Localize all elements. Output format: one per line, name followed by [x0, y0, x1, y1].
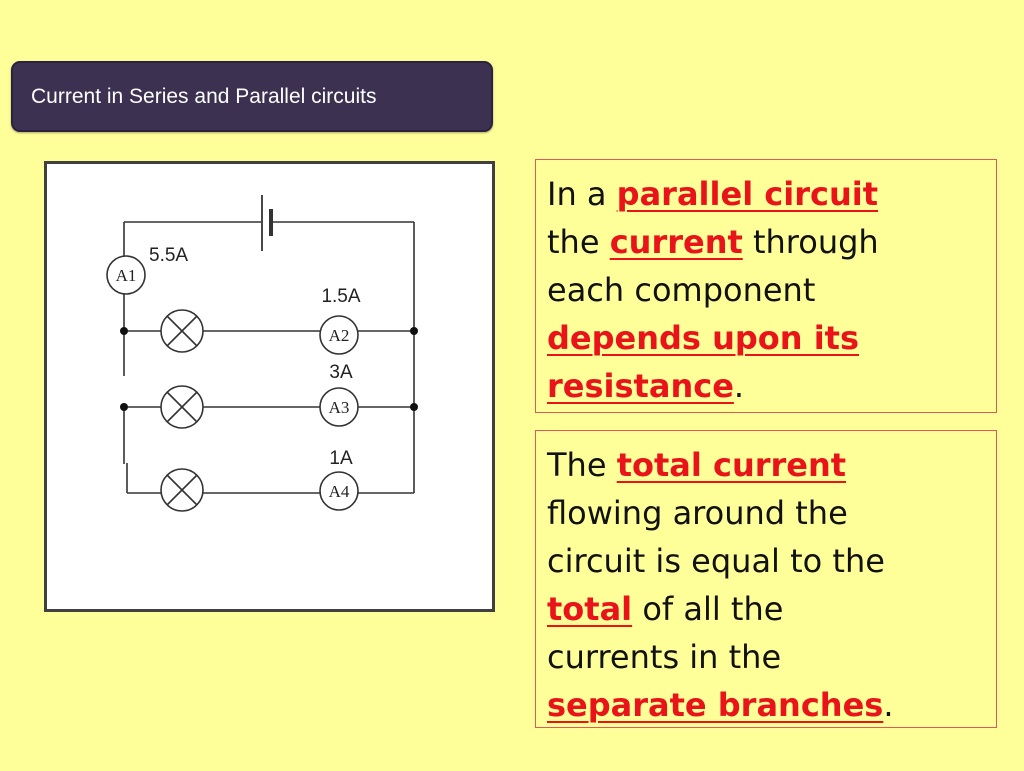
junction-node — [120, 327, 128, 335]
explanation-line — [547, 681, 996, 729]
parallel-circuit-explanation — [535, 159, 997, 413]
text-run: the — [547, 223, 610, 261]
text-run: . — [733, 367, 745, 405]
ammeter-a1-label: A1 — [115, 266, 137, 285]
explanation-line: circuit is equal to the — [547, 542, 885, 580]
explanation-line — [547, 441, 996, 489]
total-current-explanation — [535, 430, 997, 728]
ammeter-a3-icon — [320, 388, 358, 426]
text-run: The — [547, 446, 617, 484]
text-run: of all the — [632, 590, 784, 628]
explanation-line: currents in the — [547, 638, 782, 676]
explanation-line — [547, 218, 996, 266]
text-run: through — [742, 223, 879, 261]
slide-title: Current in Series and Parallel circuits — [31, 84, 377, 108]
junction-node — [120, 403, 128, 411]
branch-3 — [127, 469, 414, 511]
ammeter-a2-label: A2 — [328, 326, 350, 345]
junction-node — [410, 327, 418, 335]
highlight-term: separate branches — [547, 686, 884, 724]
explanation-line: each component — [547, 271, 816, 309]
ammeter-a4-reading: 1A — [329, 448, 353, 469]
lamp-2-icon — [161, 386, 203, 428]
explanation-line — [547, 170, 996, 218]
highlight-term: total — [547, 590, 633, 628]
lamp-1-icon — [161, 310, 203, 352]
text-run: In a — [547, 175, 617, 213]
ammeter-a3-reading: 3A — [329, 362, 353, 383]
ammeter-a1-reading: 5.5A — [149, 245, 189, 266]
explanation-line: flowing around the — [547, 494, 848, 532]
highlight-term: current — [609, 223, 743, 261]
circuit-diagram — [44, 161, 495, 612]
ammeter-a2-reading: 1.5A — [321, 286, 361, 307]
explanation-line — [547, 314, 996, 362]
lamp-3-icon — [161, 469, 203, 511]
ammeter-a2-icon — [320, 316, 358, 354]
branch-2 — [120, 386, 418, 428]
text-run: . — [883, 686, 894, 724]
ammeter-a1-icon — [107, 256, 145, 294]
branch-1 — [120, 310, 418, 354]
ammeter-a3-label: A3 — [328, 398, 350, 417]
ammeter-a4-icon — [320, 472, 358, 510]
ammeter-a4-label: A4 — [328, 482, 350, 501]
highlight-term: resistance — [547, 367, 734, 405]
highlight-term: parallel circuit — [616, 175, 879, 213]
highlight-term: total current — [616, 446, 847, 484]
highlight-term: depends upon its — [547, 319, 859, 357]
explanation-line — [547, 585, 996, 633]
explanation-line — [547, 362, 996, 410]
junction-node — [410, 403, 418, 411]
battery-cell-icon — [124, 195, 414, 251]
